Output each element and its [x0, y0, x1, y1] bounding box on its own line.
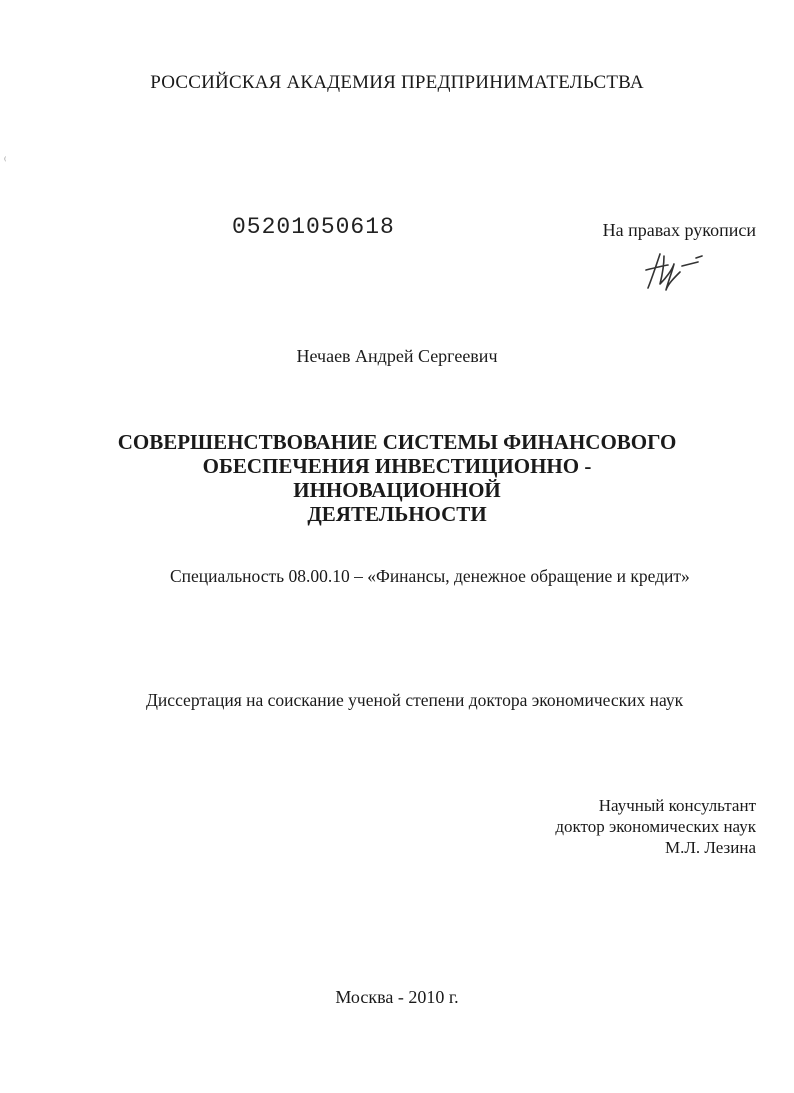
scan-margin-mark: ⁽: [4, 156, 7, 167]
specialty-line: Специальность 08.00.10 – «Финансы, денежное обращение и кредит»: [170, 566, 690, 586]
advisor-role: Научный консультант: [598, 796, 756, 815]
organization-header: РОССИЙСКАЯ АКАДЕМИЯ ПРЕДПРИНИМАТЕЛЬСТВА: [150, 72, 644, 93]
dissertation-title: [97, 430, 697, 526]
dissertation-degree-line: Диссертация на соискание ученой степени доктора экономических наук: [146, 690, 684, 710]
title-line: СОВЕРШЕНСТВОВАНИЕ СИСТЕМЫ ФИНАНСОВОГО: [117, 430, 677, 454]
author-name: Нечаев Андрей Сергеевич: [296, 346, 498, 366]
title-line: ОБЕСПЕЧЕНИЯ ИНВЕСТИЦИОННО - ИННОВАЦИОННОЙ: [202, 454, 592, 502]
title-line: ДЕЯТЕЛЬНОСТИ: [307, 502, 487, 526]
city-year: Москва - 2010 г.: [335, 987, 459, 1007]
handwritten-signature: [638, 244, 708, 294]
manuscript-rights-label: На правах рукописи: [602, 220, 756, 240]
advisor-degree: доктор экономических наук: [555, 817, 756, 836]
advisor-name: М.Л. Лезина: [664, 838, 756, 857]
archive-number: 05201050618: [232, 214, 395, 240]
scientific-advisor-block: [555, 795, 756, 858]
